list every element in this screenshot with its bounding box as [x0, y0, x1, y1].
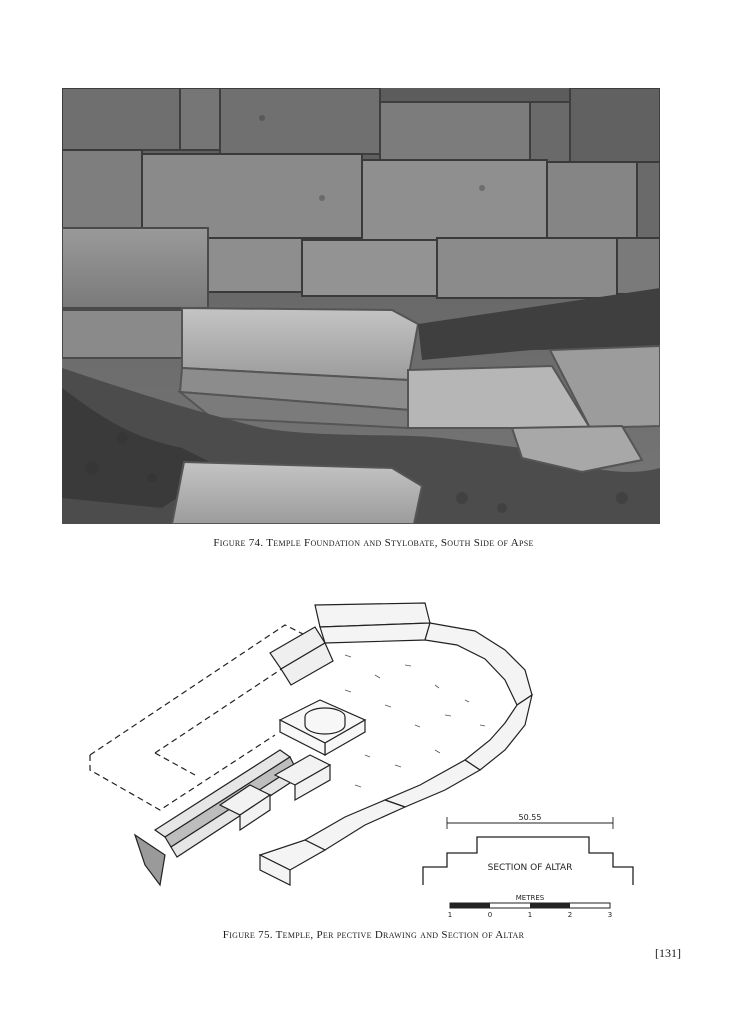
- scale-tick-3: 2: [567, 911, 573, 919]
- scale-bar: [450, 903, 610, 908]
- section-label: SECTION OF ALTAR: [487, 863, 573, 873]
- wall-course-lower: [207, 238, 660, 298]
- page-number: [131]: [655, 946, 681, 960]
- figure-74-photo: [62, 88, 660, 524]
- scale-title: METRES: [515, 894, 545, 902]
- wall-course-top: [62, 88, 660, 162]
- figure-75-drawing: [85, 595, 645, 925]
- dimension-label: 50.55: [518, 813, 542, 822]
- scale-tick-1: 0: [487, 911, 493, 919]
- section-of-altar: [423, 817, 633, 885]
- scale-tick-0: 1: [447, 911, 453, 919]
- figure-74-caption: Figure 74. Temple Foundation and Stylobate, South Side of Apse: [213, 537, 534, 549]
- altar: [280, 700, 365, 755]
- figure-75-caption: Figure 75. Temple, Per pective Drawing and Section of Altar: [222, 929, 525, 941]
- wall-course-middle: [62, 150, 660, 240]
- scale-tick-4: 3: [607, 911, 613, 919]
- scale-tick-2: 1: [527, 911, 533, 919]
